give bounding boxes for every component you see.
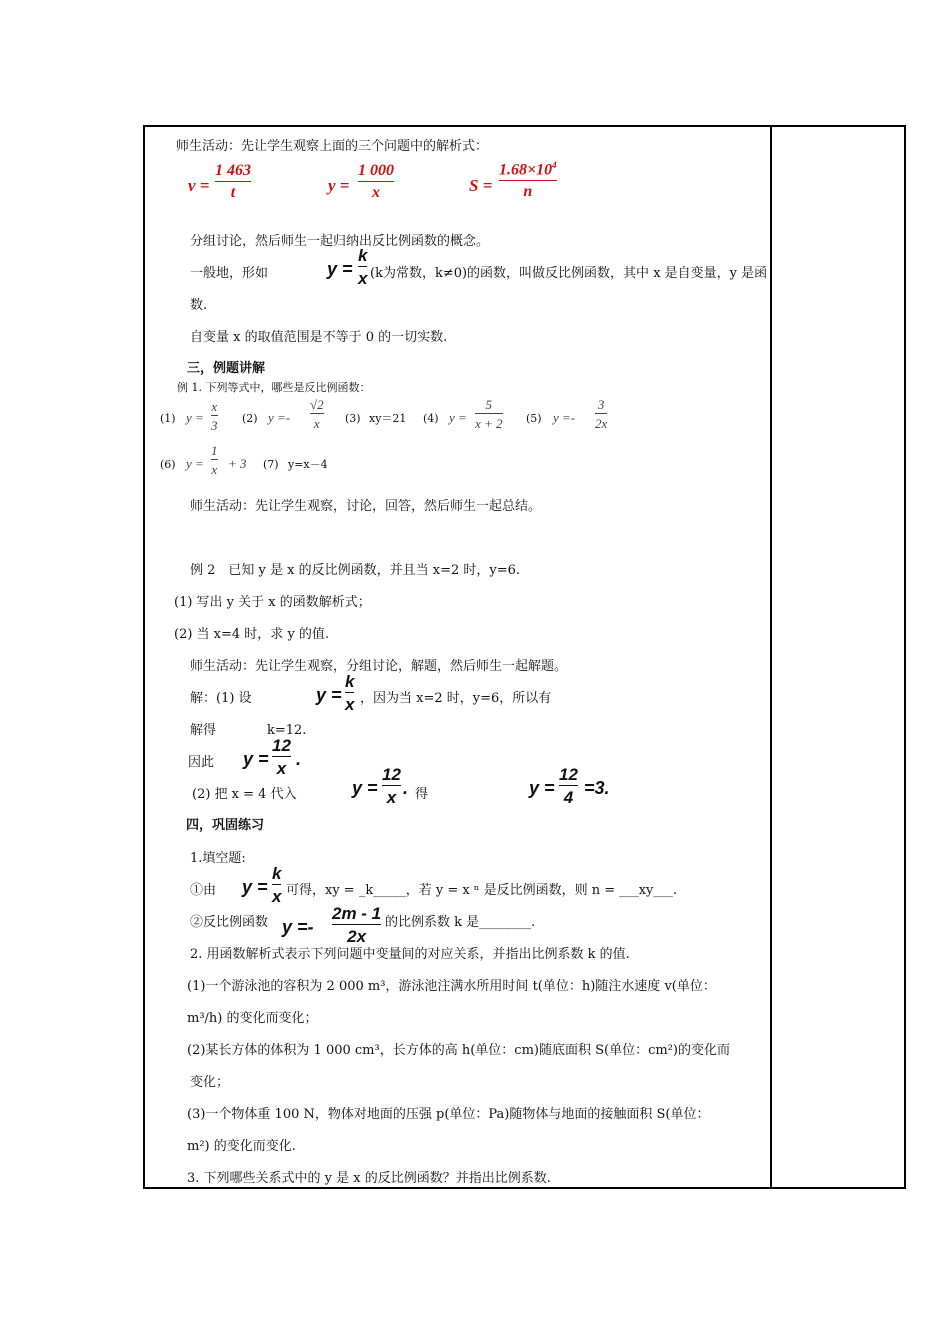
formula-v-lhs: v = [188,176,210,195]
section-4-title: 四，巩固练习 [186,818,265,833]
fraction-bar [382,785,401,786]
solution-line3-lhs: y = [243,749,269,769]
fraction-numerator: 5 [485,397,493,412]
intro-text: 师生活动：先让学生观察上面的三个问题中的解析式： [176,139,489,154]
example-2-q1: (1) 写出 y 关于 x 的函数解析式； [174,595,371,610]
section-3-title: 三，例题讲解 [187,361,266,376]
fraction-denominator: 2x [595,416,608,431]
q2-part1-line2: m³/h) 的变化而变化； [187,1011,318,1026]
formula-s-lhs: S = [469,176,493,195]
fraction-numerator: x [211,399,218,414]
q1a-formula-lhs: y = [242,877,268,897]
formula-s-fraction [499,161,557,200]
ex1-item-fraction [211,444,218,476]
ex1-item-lhs: y = [186,410,204,425]
formula-y-lhs: y = [328,176,350,195]
formula-v-fraction [215,163,251,201]
q2-part2-line1: (2)某长方体的体积为 1 000 cm³，长方体的高 h(单位：cm)随底面积 S(单位：cm²)的变化而 [187,1043,730,1058]
fraction-numerator: 3 [597,397,605,412]
example-2-title: 例 2 已知 y 是 x 的反比例函数，并且当 x=2 时，y=6. [190,563,521,578]
q2-part3-line1: (3)一个物体重 100 N，物体对地面的压强 p(单位：Pa)随物体与地面的接触面积 S(单位： [187,1107,710,1122]
fraction-bar [332,924,381,925]
fraction-denominator: x [386,788,397,807]
solution-line2-post: k=12. [267,723,307,738]
q1-title: 1.填空题: [190,851,246,866]
formula-s-numerator [499,161,557,178]
fraction-denominator: 4 [563,788,574,807]
q2-title: 2. 用函数解析式表示下列问题中变量间的对应关系，并指出比例系数 k 的值. [190,947,630,962]
def-formula-fraction [358,247,367,287]
ex1-item-lhs: y = [186,456,204,471]
ex1-item-lhs: y =- [268,410,291,425]
solution-line4-pre: (2) 把 x = 4 代入 [192,787,297,802]
fraction-numerator: 12 [382,765,401,784]
fraction-numerator: 12 [559,765,578,784]
formula-v-numerator: 1 463 [215,162,251,179]
q1a-formula-fraction [272,865,281,905]
formula-s-num-exponent: 4 [552,160,557,170]
ex1-activity: 师生活动：先让学生观察，讨论，回答，然后师生一起总结。 [190,499,542,514]
q2-part3-line2: m²) 的变化而变化. [187,1139,296,1154]
fraction-denominator: x [272,887,282,906]
ex1-item-label: (1) [160,412,176,425]
ex1-item-lhs: y = [449,410,467,425]
solution-result-fraction [559,766,578,806]
q1a-pre: ①由 [190,883,217,898]
q1b-formula-lhs: y =- [282,917,314,937]
ex1-item-lhs: y =- [553,410,576,425]
q3-title: 3. 下列哪些关系式中的 y 是 x 的反比例函数？并指出比例系数. [187,1171,551,1186]
ex2-activity: 师生活动：先让学生观察，分组讨论，解题，然后师生一起解题。 [190,659,568,674]
ex1-item-label: (3) [345,412,361,425]
solution-line1-pre: 解：(1) 设 [190,691,252,706]
fraction-numerator: √2 [310,397,324,412]
fraction-bar [211,415,218,416]
def-formula-numerator: k [358,246,368,265]
fraction-denominator: 2x [347,927,367,946]
formula-s-denominator: n [523,183,533,201]
domain-note: 自变量 x 的取值范围是不等于 0 的一切实数. [190,330,448,345]
solution-line3-pre: 因此 [188,755,215,770]
lesson-table [143,125,906,1189]
ex1-item-fraction [310,398,324,430]
fraction-denominator: x [276,759,287,778]
ex1-item-fraction [211,400,218,432]
q1b-pre: ②反比例函数 [190,915,269,930]
fraction-bar [310,413,324,414]
fraction-numerator: 12 [272,736,291,755]
ex1-item-label: (6) [160,458,176,471]
fraction-bar [499,180,557,181]
ex1-item-fraction [595,398,607,430]
ex1-item-fraction [475,398,503,430]
fraction-denominator: x [345,695,355,714]
fraction-denominator: x + 2 [475,416,503,431]
solution-line4-lhs: y = [352,778,378,798]
formula-y-fraction [358,163,394,201]
def-post: (k为常数，k≠0)的函数，叫做反比例函数，其中 x 是自变量，y 是函 [370,266,768,281]
solution-line4-tail: . [403,778,409,798]
ex1-item-label: (4) [423,412,439,425]
solution-line3-tail: . [296,749,302,769]
solution-line4-fraction [382,766,401,806]
ex1-item-label: (5) [526,412,542,425]
fraction-bar [272,884,281,885]
fraction-numerator: 2m - 1 [332,904,382,923]
fraction-numerator: k [272,864,282,883]
solution-line2-pre: 解得 [190,723,217,738]
q1a-post: 可得，xy = _k_____，若 y = x ⁿ 是反比例函数，则 n = ___xy___. [286,883,678,898]
example-2-q2: (2) 当 x=4 时，求 y 的值. [174,627,330,642]
solution-result-lhs: y = [529,778,555,798]
ex1-item-text: xy＝21 [369,412,407,425]
fraction-bar [595,413,607,414]
ex1-item-label: (7) [263,458,279,471]
formula-y-numerator: 1 000 [358,162,394,179]
solution-result-tail: =3. [584,778,610,798]
ex1-item-tail: + 3 [228,456,247,471]
table-column-divider [770,125,772,1189]
formula-v-denominator: t [230,184,236,201]
fraction-numerator: 1 [211,443,218,458]
def-formula-lhs: y = [327,259,353,279]
q1b-formula-fraction [332,905,381,945]
fraction-bar [559,785,578,786]
solution-line4-mid: 得 [415,787,429,802]
def-formula-denominator: x [358,269,368,288]
example-1-title: 例 1. 下列等式中，哪些是反比例函数： [177,381,371,394]
fraction-bar [215,181,251,182]
fraction-bar [211,459,218,460]
fraction-bar [345,692,354,693]
solution-line3-fraction [272,737,291,777]
fraction-bar [358,181,394,182]
def-line2: 数. [190,298,208,313]
q2-part1-line1: (1)一个游泳池的容积为 2 000 m³，游泳池注满水所用时间 t(单位：h)随注水速度 v(单位： [187,979,716,994]
fraction-numerator: k [345,672,355,691]
fraction-denominator: 3 [211,418,218,433]
ex1-item-label: (2) [242,412,258,425]
fraction-bar [272,756,291,757]
fraction-denominator: x [211,462,218,477]
solution-formula-lhs: y = [316,685,342,705]
solution-line1-post: ，因为当 x=2 时，y=6，所以有 [360,691,552,706]
fraction-bar [358,266,367,267]
formula-s-num-base: 1.68×10 [499,161,553,179]
discuss-text: 分组讨论，然后师生一起归纳出反比例函数的概念。 [190,234,490,249]
q1b-post: 的比例系数 k 是________. [385,915,536,930]
def-pre: 一般地，形如 [190,266,269,281]
fraction-denominator: x [313,416,320,431]
solution-formula-fraction [345,673,354,713]
formula-y-denominator: x [372,184,380,201]
q2-part2-line2: 变化； [190,1075,230,1090]
fraction-bar [475,413,503,414]
ex1-item-text: y=x－4 [288,458,328,471]
